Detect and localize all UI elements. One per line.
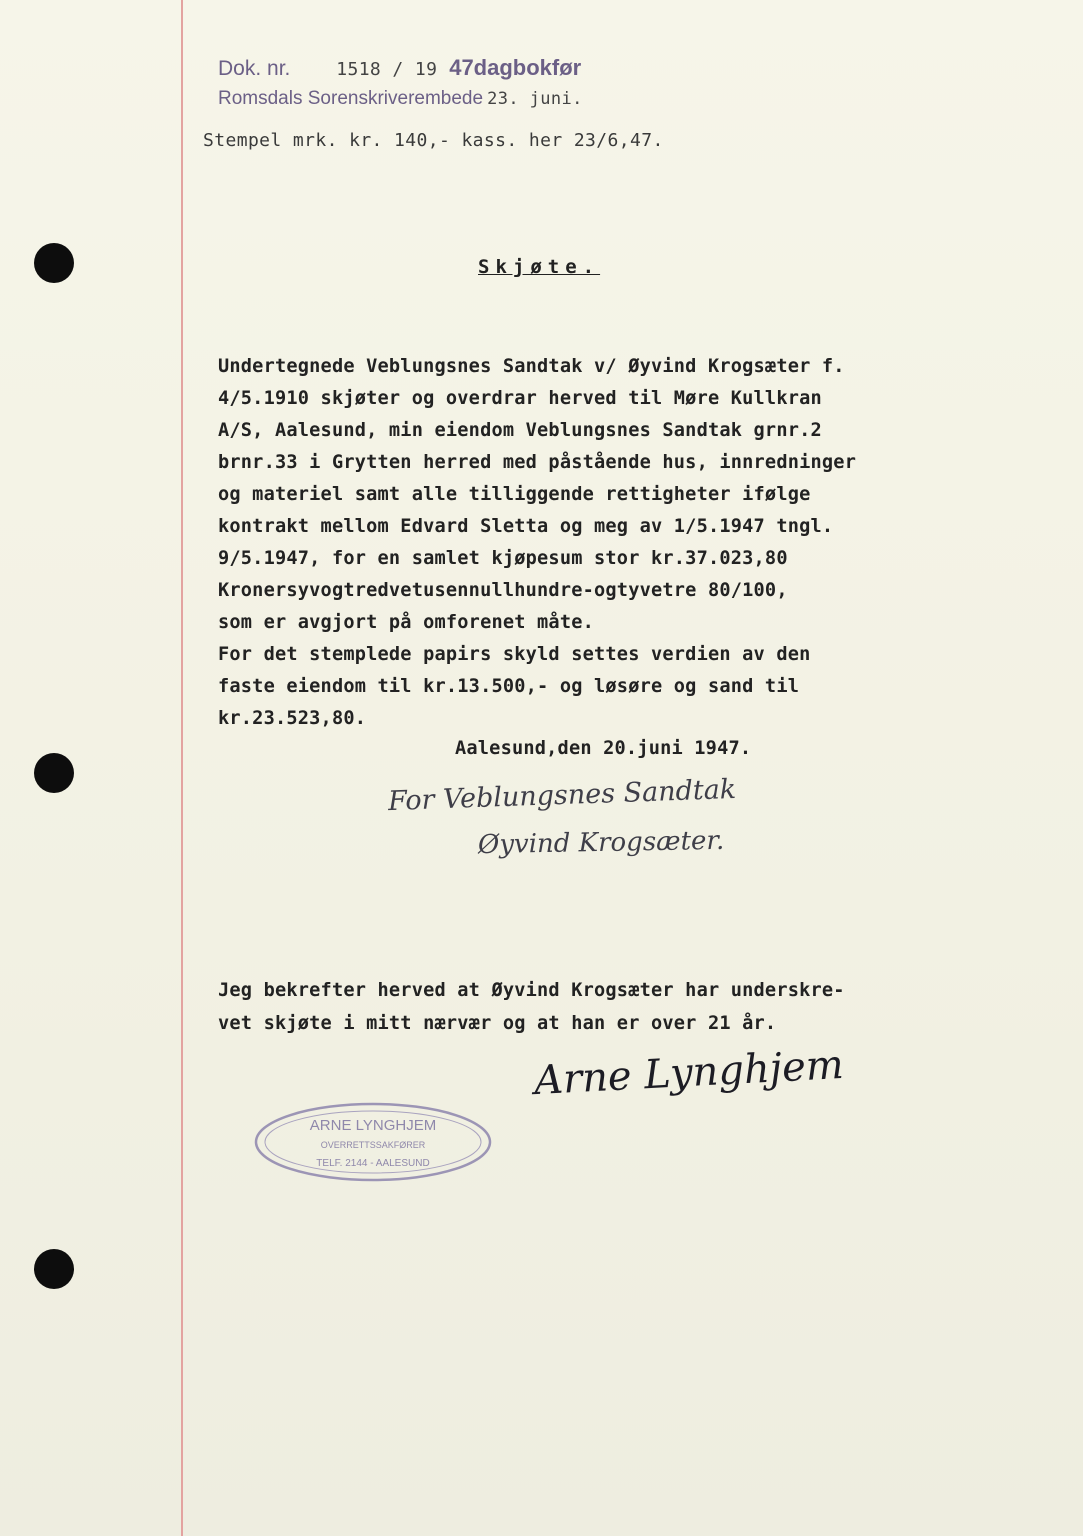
body-line: og materiel samt alle tilliggende rettigheter ifølge xyxy=(218,484,811,505)
punch-hole-bottom xyxy=(34,1249,74,1289)
body-line: kr.23.523,80. xyxy=(218,708,367,729)
body-line: 9/5.1947, for en samlet kjøpesum stor kr.37.023,80 xyxy=(218,548,788,569)
dok-year-suffix: 47dagbokfør xyxy=(449,55,582,80)
signature-seller: Øyvind Krogsæter. xyxy=(477,825,725,861)
body-line: Undertegnede Veblungsnes Sandtak v/ Øyvind Krogsæter f. xyxy=(218,356,845,377)
dok-number: 1518 / 19 xyxy=(336,59,438,80)
place-date: Aalesund,den 20.juni 1947. xyxy=(455,738,752,759)
seal-title: OVERRETTSSAKFØRER xyxy=(320,1140,426,1150)
registry-date: 23. juni. xyxy=(487,89,583,109)
document-title: Skjøte. xyxy=(478,256,601,278)
body-line: som er avgjort på omforenet måte. xyxy=(218,612,595,633)
body-line: 4/5.1910 skjøter og overdrar herved til Møre Kullkran xyxy=(218,388,822,409)
seal-name: ARNE LYNGHJEM xyxy=(309,1117,437,1134)
body-line: Kronersyvogtredvetusennullhundre-ogtyvetre 80/100, xyxy=(218,580,788,601)
punch-hole-top xyxy=(34,243,74,283)
registry-stamp-line1 xyxy=(218,55,581,81)
lawyer-seal xyxy=(252,1100,494,1184)
body-line: brnr.33 i Grytten herred med påstående hus, innredninger xyxy=(218,452,857,473)
signature-company: For Veblungsnes Sandtak xyxy=(387,773,737,818)
body-line: faste eiendom til kr.13.500,- og løsøre og sand til xyxy=(218,676,800,697)
witness-line: Jeg bekrefter herved at Øyvind Krogsæter har underskre- xyxy=(218,980,845,1001)
witness-signature: Arne Lynghjem xyxy=(533,1041,845,1105)
witness-line: vet skjøte i mitt nærvær og at han er over 21 år. xyxy=(218,1013,777,1034)
margin-rule xyxy=(181,0,183,1536)
registry-stamp-line2 xyxy=(218,88,583,110)
stamp-note: Stempel mrk. kr. 140,- kass. her 23/6,47. xyxy=(203,130,664,151)
office-name: Romsdals Sorenskriverembede xyxy=(218,88,484,109)
dok-label: Dok. nr. xyxy=(218,57,291,80)
body-line: For det stemplede papirs skyld settes verdien av den xyxy=(218,644,811,665)
body-line: kontrakt mellom Edvard Sletta og meg av 1/5.1947 tngl. xyxy=(218,516,834,537)
body-line: A/S, Aalesund, min eiendom Veblungsnes Sandtak grnr.2 xyxy=(218,420,822,441)
seal-phone: TELF. 2144 - AALESUND xyxy=(316,1158,430,1169)
punch-hole-middle xyxy=(34,753,74,793)
